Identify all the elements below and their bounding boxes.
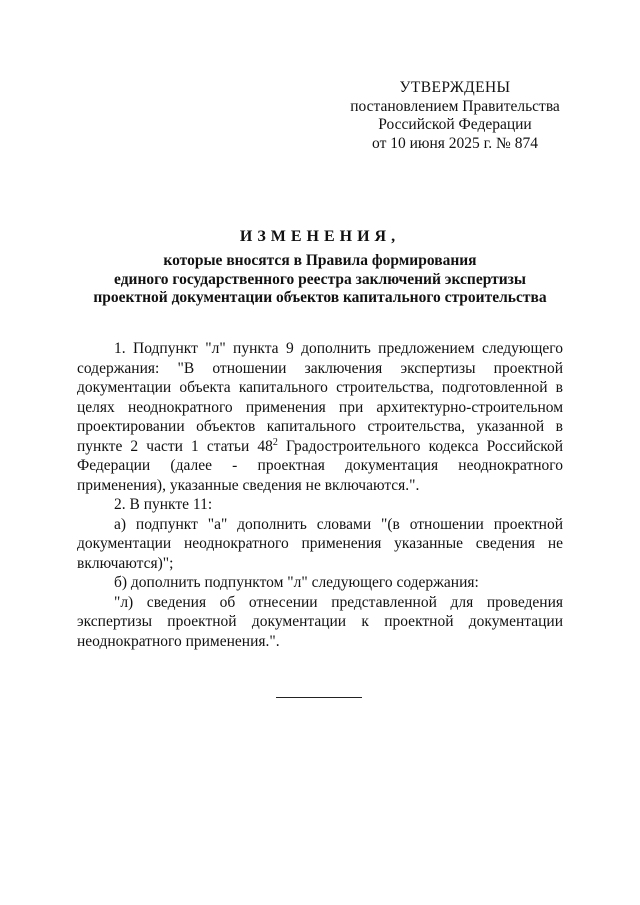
approval-stamp: [330, 79, 580, 153]
document-body: [77, 339, 563, 651]
approval-line-date: от 10 июня 2025 г. № 874: [372, 134, 538, 152]
approval-line-government: Российской Федерации: [378, 116, 532, 133]
document-subtitle-line2: единого государственного реестра заключений экспертизы: [114, 270, 526, 288]
end-divider-line: [276, 697, 362, 698]
article-superscript: 2: [272, 436, 278, 448]
approval-heading: УТВЕРЖДЕНЫ: [399, 79, 511, 96]
paragraph-item-2: 2. В пункте 11:: [114, 496, 213, 513]
paragraph-item-1-text-b: Градостроительного кодекса Российской Федерации (далее - проектная документация неоднократного применения), указанные сведения не включаются.".: [77, 437, 563, 494]
paragraph-item-1-text-a: 1. Подпункт "л" пункта 9 дополнить предложением следующего содержания: "В отношении заключения экспертизы проектной документации объекта капитального строительства, подготовленной в целях неоднократного применения при архитектурно-строительном проектировании объектов капитального строительства, указанной в пункте 2 части 1 статьи 48: [77, 340, 563, 455]
paragraph-quoted-l: "л) сведения об отнесении представленной для проведения экспертизы проектной документации к проектной документации неоднократного применения.".: [77, 593, 563, 650]
document-title: ИЗМЕНЕНИЯ,: [239, 228, 401, 245]
paragraph-subitem-a: а) подпункт "а" дополнить словами "(в отношении проектной документации неоднократного применения указанные сведения не включаются)";: [77, 515, 563, 572]
document-title-block: [60, 228, 580, 308]
paragraph-subitem-b: б) дополнить подпунктом "л" следующего содержания:: [114, 574, 479, 591]
document-subtitle-line3: проектной документации объектов капитального строительства: [93, 289, 547, 306]
approval-line-resolution: постановлением Правительства: [350, 97, 560, 115]
paragraph-item-1: [77, 339, 563, 495]
document-subtitle-line1: которые вносятся в Правила формирования: [163, 252, 477, 269]
